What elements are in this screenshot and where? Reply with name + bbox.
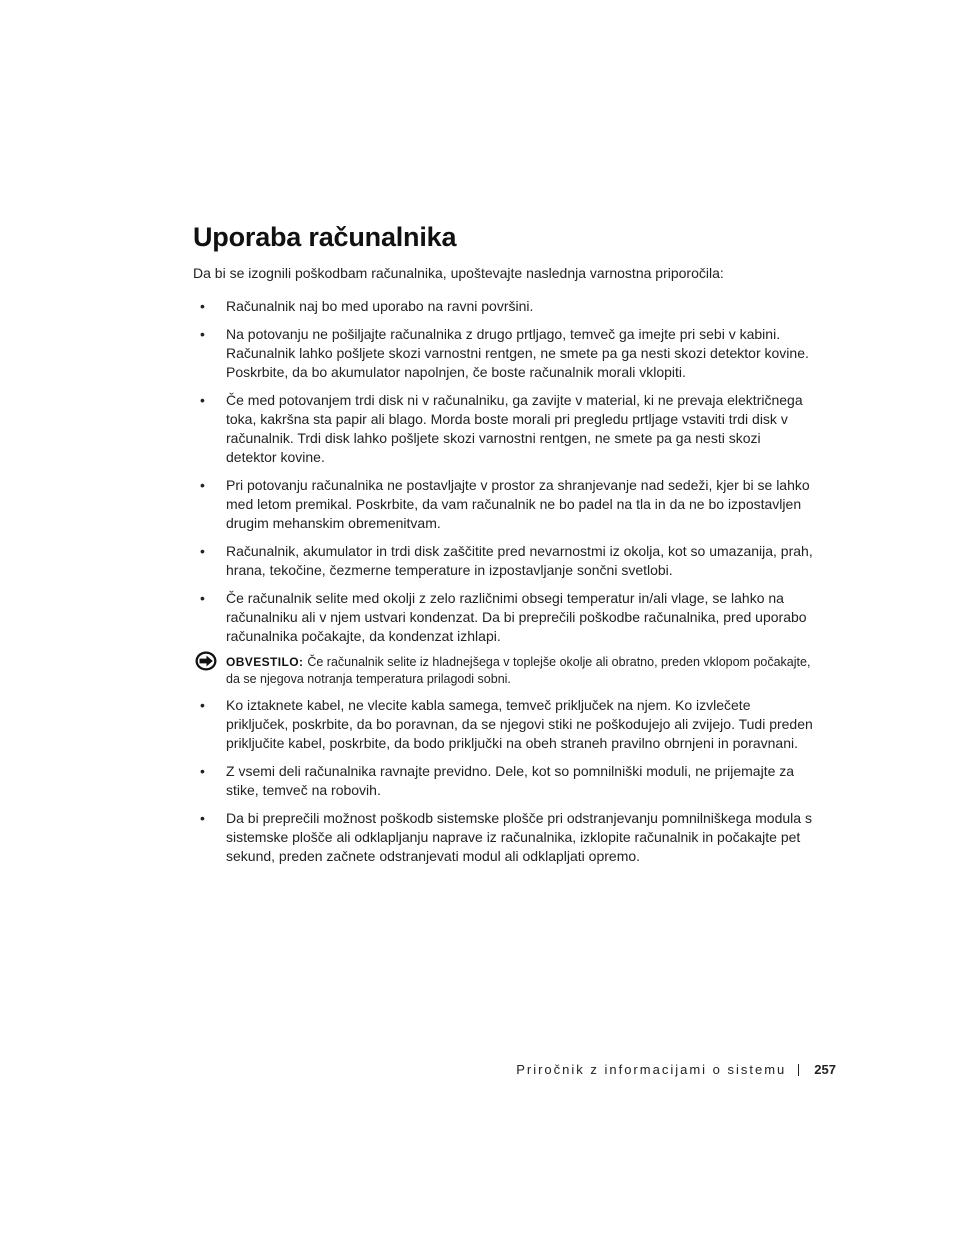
- bullet-icon: •: [200, 810, 205, 826]
- bullet-icon: •: [200, 543, 205, 559]
- list-item-text: Računalnik naj bo med uporabo na ravni površini.: [226, 298, 534, 314]
- bullet-icon: •: [200, 298, 205, 314]
- list-item: [193, 297, 813, 316]
- bullet-icon: •: [200, 477, 205, 493]
- notice-box: [193, 654, 813, 688]
- notice-label: OBVESTILO:: [226, 655, 304, 669]
- page-title: Uporaba računalnika: [193, 222, 457, 252]
- bullet-icon: •: [200, 392, 205, 408]
- list-item-text: Če med potovanjem trdi disk ni v računalniku, ga zavijte v material, ki ne prevaja električnega toka, kakršna sta papir ali blago. Morda boste morali pri pregledu prtljage vstaviti trdi disk v računalnik. Trdi disk lahko pošljete skozi varnostni rentgen, ne smete pa ga nesti skozi detektor kovine.: [226, 392, 803, 465]
- bullet-icon: •: [200, 697, 205, 713]
- list-item: [193, 696, 813, 753]
- bullet-list-b: [193, 696, 813, 866]
- list-item-text: Da bi preprečili možnost poškodb sistemske plošče pri odstranjevanju pomnilniškega modula s sistemske plošče ali odklapljanju naprave iz računalnika, izklopite računalnik in počakajte pet sekund, preden začnete odstranjevati modul ali odklapljati opremo.: [226, 810, 812, 864]
- bullet-icon: •: [200, 763, 205, 779]
- notice-arrow-icon: [195, 651, 217, 671]
- list-item: [193, 762, 813, 800]
- list-item-text: Ko iztaknete kabel, ne vlecite kabla samega, temveč priključek na njem. Ko izvlečete priključek, poskrbite, da bo poravnan, da se njegovi stiki ne poškodujejo ali zvijejo. Tudi preden priključite kabel, poskrbite, da bodo priključki na obeh straneh pravilno obrnjeni in poravnani.: [226, 697, 813, 751]
- list-item: [193, 589, 813, 646]
- content-body: [193, 297, 813, 875]
- bullet-icon: •: [200, 326, 205, 342]
- list-item: [193, 325, 813, 382]
- page-number: 257: [814, 1062, 836, 1077]
- notice-text: Če računalnik selite iz hladnejšega v toplejše okolje ali obratno, preden vklopom počakajte, da se njegova notranja temperatura prilagodi sobni.: [226, 655, 811, 686]
- page-footer: [516, 1062, 836, 1077]
- list-item: [193, 391, 813, 467]
- list-item-text: Pri potovanju računalnika ne postavljajte v prostor za shranjevanje nad sedeži, kjer bi se lahko med letom premikal. Poskrbite, da vam računalnik ne bo padel na tla in da ne bo izpostavljen drugim mehanskim obremenitvam.: [226, 477, 810, 531]
- footer-divider: [798, 1064, 799, 1076]
- list-item-text: Na potovanju ne pošiljajte računalnika z drugo prtljago, temveč ga imejte pri sebi v kabini. Računalnik lahko pošljete skozi varnostni rentgen, ne smete pa ga nesti skozi detektor kovine. Poskrbite, da bo akumulator napolnjen, če boste računalnik morali vklopiti.: [226, 326, 809, 380]
- list-item-text: Z vsemi deli računalnika ravnajte previdno. Dele, kot so pomnilniški moduli, ne prijemajte za stike, temveč na robovih.: [226, 763, 795, 798]
- bullet-icon: •: [200, 590, 205, 606]
- footer-title: Priročnik z informacijami o sistemu: [516, 1062, 787, 1077]
- list-item-text: Če računalnik selite med okolji z zelo različnimi obsegi temperatur in/ali vlage, se lahko na računalniku ali v njem ustvari kondenzat. Da bi preprečili poškodbe računalnika, pred uporabo računalnika počakajte, da kondenzat izhlapi.: [226, 590, 807, 644]
- intro-paragraph: Da bi se izognili poškodbam računalnika, upoštevajte naslednja varnostna priporočila:: [193, 265, 724, 281]
- list-item: [193, 542, 813, 580]
- list-item: [193, 476, 813, 533]
- list-item: [193, 809, 813, 866]
- bullet-list-a: [193, 297, 813, 646]
- list-item-text: Računalnik, akumulator in trdi disk zaščitite pred nevarnostmi iz okolja, kot so umazanija, prah, hrana, tekočine, čezmerne temperature in izpostavljanje sončni svetlobi.: [226, 543, 813, 578]
